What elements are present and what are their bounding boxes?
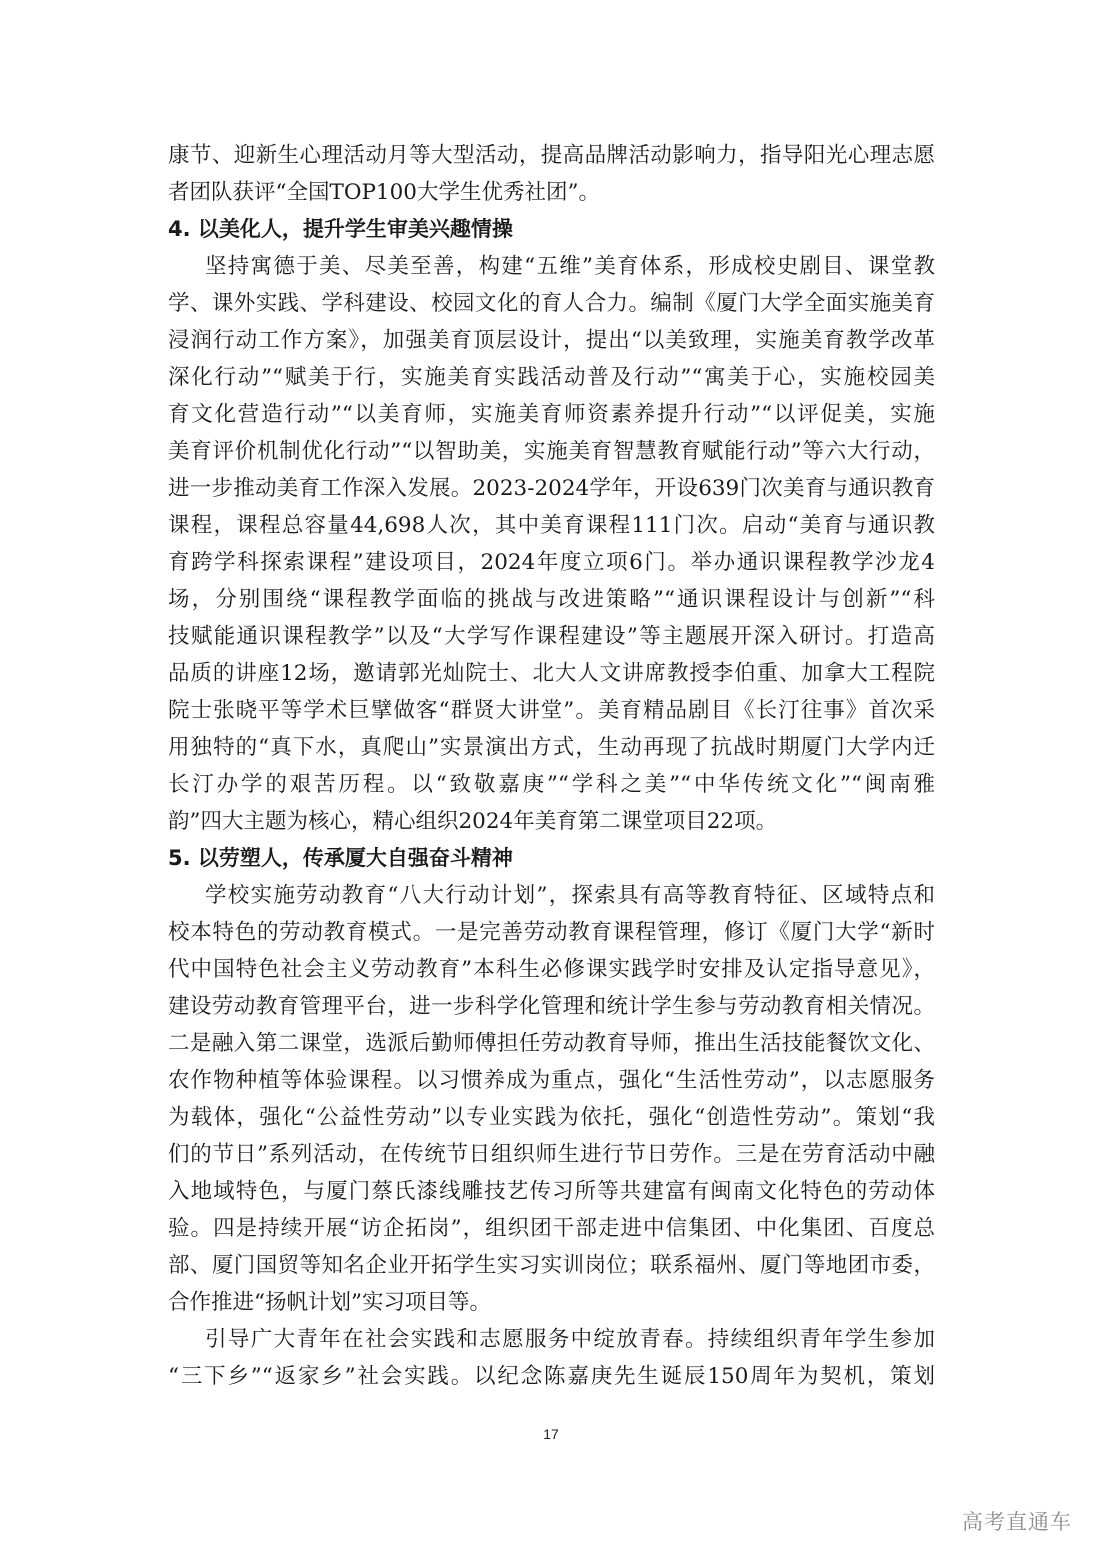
text-line: “三下乡”“返家乡”社会实践。以纪念陈嘉庚先生诞辰150周年为契机，策划 <box>168 1364 935 1389</box>
text-line: 代中国特色社会主义劳动教育”本科生必修课实践学时安排及认定指导意见》， <box>168 957 935 982</box>
text-line: 韵”四大主题为核心，精心组织2024年美育第二课堂项目22项。 <box>168 809 778 834</box>
text-line: 长汀办学的艰苦历程。以“致敬嘉庚”“学科之美”“中华传统文化”“闽南雅 <box>168 772 935 797</box>
text-line: 二是融入第二课堂，选派后勤师傅担任劳动教育导师，推出生活技能餐饮文化、 <box>168 1031 935 1056</box>
text-line: 校本特色的劳动教育模式。一是完善劳动教育课程管理，修订《厦门大学“新时 <box>168 920 935 945</box>
text-line: 技赋能通识课程教学”以及“大学写作课程建设”等主题展开深入研讨。打造高 <box>168 624 935 649</box>
text-line: 学校实施劳动教育“八大行动计划”，探索具有高等教育特征、区域特点和 <box>205 883 935 908</box>
watermark: 高考直通车 <box>962 1510 1072 1534</box>
text-line: 农作物种植等体验课程。以习惯养成为重点，强化“生活性劳动”，以志愿服务 <box>168 1068 935 1093</box>
text-line: 育跨学科探索课程”建设项目，2024年度立项6门。举办通识课程教学沙龙4 <box>168 550 935 575</box>
text-line: 验。四是持续开展“访企拓岗”，组织团干部走进中信集团、中化集团、百度总 <box>168 1216 935 1241</box>
page-number: 17 <box>543 1426 559 1442</box>
text-line: 学、课外实践、学科建设、校园文化的育人合力。编制《厦门大学全面实施美育 <box>168 291 935 316</box>
text-line: 合作推进“扬帆计划”实习项目等。 <box>168 1290 491 1315</box>
text-line: 建设劳动教育管理平台，进一步科学化管理和统计学生参与劳动教育相关情况。 <box>168 994 935 1019</box>
text-line: 部、厦门国贸等知名企业开拓学生实习实训岗位；联系福州、厦门等地团市委， <box>168 1253 935 1278</box>
text-line: 深化行动”“赋美于行，实施美育实践活动普及行动”“寓美于心，实施校园美 <box>168 365 935 390</box>
text-line: 们的节日”系列活动，在传统节日组织师生进行节日劳作。三是在劳育活动中融 <box>168 1142 935 1167</box>
text-line: 浸润行动工作方案》，加强美育顶层设计，提出“以美致理，实施美育教学改革 <box>168 328 935 353</box>
text-line: 课程，课程总容量44,698人次，其中美育课程111门次。启动“美育与通识教 <box>168 513 935 538</box>
text-line: 品质的讲座12场，邀请郭光灿院士、北大人文讲席教授李伯重、加拿大工程院 <box>168 661 935 686</box>
text-line: 坚持寓德于美、尽美至善，构建“五维”美育体系，形成校史剧目、课堂教 <box>205 254 935 279</box>
section-heading: 5. 以劳塑人，传承厦大自强奋斗精神 <box>168 846 513 870</box>
text-line: 者团队获评“全国TOP100大学生优秀社团”。 <box>168 180 600 205</box>
text-line: 入地域特色，与厦门蔡氏漆线雕技艺传习所等共建富有闽南文化特色的劳动体 <box>168 1179 935 1204</box>
text-line: 用独特的“真下水，真爬山”实景演出方式，生动再现了抗战时期厦门大学内迁 <box>168 735 935 760</box>
text-line: 引导广大青年在社会实践和志愿服务中绽放青春。持续组织青年学生参加 <box>205 1327 935 1352</box>
text-line: 院士张晓平等学术巨擘做客“群贤大讲堂”。美育精品剧目《长汀往事》首次采 <box>168 698 935 723</box>
text-line: 育文化营造行动”“以美育师，实施美育师资素养提升行动”“以评促美，实施 <box>168 402 935 427</box>
section-heading: 4. 以美化人，提升学生审美兴趣情操 <box>168 217 513 241</box>
text-line: 康节、迎新生心理活动月等大型活动，提高品牌活动影响力，指导阳光心理志愿 <box>168 143 935 168</box>
text-line: 为载体，强化“公益性劳动”以专业实践为依托，强化“创造性劳动”。策划“我 <box>168 1105 935 1130</box>
text-line: 进一步推动美育工作深入发展。2023-2024学年，开设639门次美育与通识教育 <box>168 476 935 501</box>
text-line: 场，分别围绕“课程教学面临的挑战与改进策略”“通识课程设计与创新”“科 <box>168 587 935 612</box>
text-line: 美育评价机制优化行动”“以智助美，实施美育智慧教育赋能行动”等六大行动， <box>168 439 935 464</box>
